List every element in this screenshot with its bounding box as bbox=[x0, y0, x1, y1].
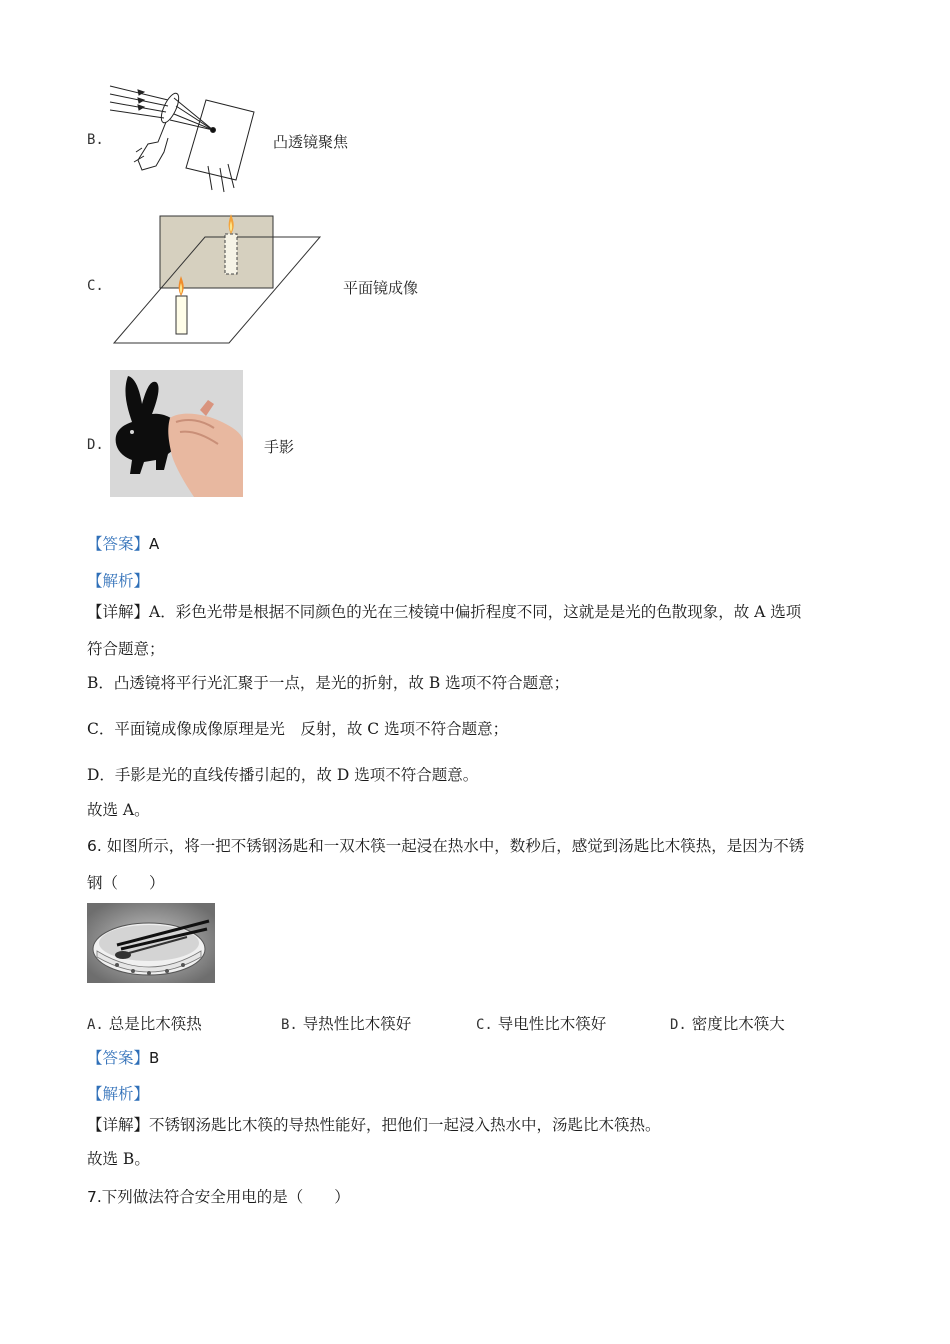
detail-option-b: B．凸透镜将平行光汇聚于一点，是光的折射，故 B 选项不符合题意； bbox=[87, 674, 570, 692]
q6-conclusion: 故选 B。 bbox=[87, 1150, 150, 1168]
q6-analysis-tag: 【解析】 bbox=[87, 1085, 150, 1103]
q6-stem-line-2: 钢（ ） bbox=[87, 874, 165, 892]
answer-value: A bbox=[149, 535, 160, 553]
q6-option-d[interactable]: D. 密度比木筷大 bbox=[670, 1015, 785, 1033]
q6-option-c[interactable]: C. 导电性比木筷好 bbox=[476, 1015, 607, 1033]
option-b-letter: B. bbox=[87, 132, 104, 148]
analysis-tag: 【解析】 bbox=[87, 572, 150, 590]
q6-option-b[interactable]: B. 导热性比木筷好 bbox=[281, 1015, 412, 1033]
q6-stem-line-1 bbox=[87, 834, 804, 856]
q6-number: 6. bbox=[87, 837, 102, 855]
option-d-caption: 手影 bbox=[264, 438, 295, 456]
mirror-candle-illustration bbox=[112, 210, 324, 346]
option-c-letter: C. bbox=[87, 278, 104, 294]
detail-option-d: D．手影是光的直线传播引起的，故 D 选项不符合题意。 bbox=[87, 766, 479, 784]
detail-line-2: 符合题意； bbox=[87, 640, 165, 658]
q7-number: 7. bbox=[87, 1188, 102, 1206]
q7-stem bbox=[87, 1185, 350, 1207]
spoon-chopsticks-bowl-photo bbox=[87, 903, 215, 983]
q6-answer-line bbox=[87, 1046, 159, 1068]
prev-conclusion: 故选 A。 bbox=[87, 801, 150, 819]
q6-detail: 【详解】不锈钢汤匙比木筷的导热性能好，把他们一起浸入热水中，汤匙比木筷热。 bbox=[87, 1116, 661, 1134]
lens-focus-illustration bbox=[108, 80, 258, 195]
option-b-caption: 凸透镜聚焦 bbox=[273, 133, 349, 151]
option-d-letter: D. bbox=[87, 437, 104, 453]
q6-answer-value: B bbox=[149, 1049, 160, 1067]
detail-option-c: C．平面镜成像成像原理是光 反射，故 C 选项不符合题意； bbox=[87, 720, 509, 738]
answer-tag: 【答案】 bbox=[87, 535, 150, 553]
hand-shadow-photo bbox=[110, 370, 243, 497]
q6-option-a[interactable]: A. 总是比木筷热 bbox=[87, 1015, 202, 1033]
prev-answer-line bbox=[87, 532, 159, 554]
q6-stem-text: 如图所示，将一把不锈钢汤匙和一双木筷一起浸在热水中，数秒后，感觉到汤匙比木筷热，是因为不锈 bbox=[106, 837, 805, 855]
q7-stem-text: 下列做法符合安全用电的是（ ） bbox=[101, 1188, 350, 1206]
detail-line-1: 【详解】A．彩色光带是根据不同颜色的光在三棱镜中偏折程度不同，这就是是光的色散现象，故 A 选项 bbox=[87, 603, 802, 621]
q6-answer-tag: 【答案】 bbox=[87, 1049, 150, 1067]
option-c-caption: 平面镜成像 bbox=[343, 279, 419, 297]
